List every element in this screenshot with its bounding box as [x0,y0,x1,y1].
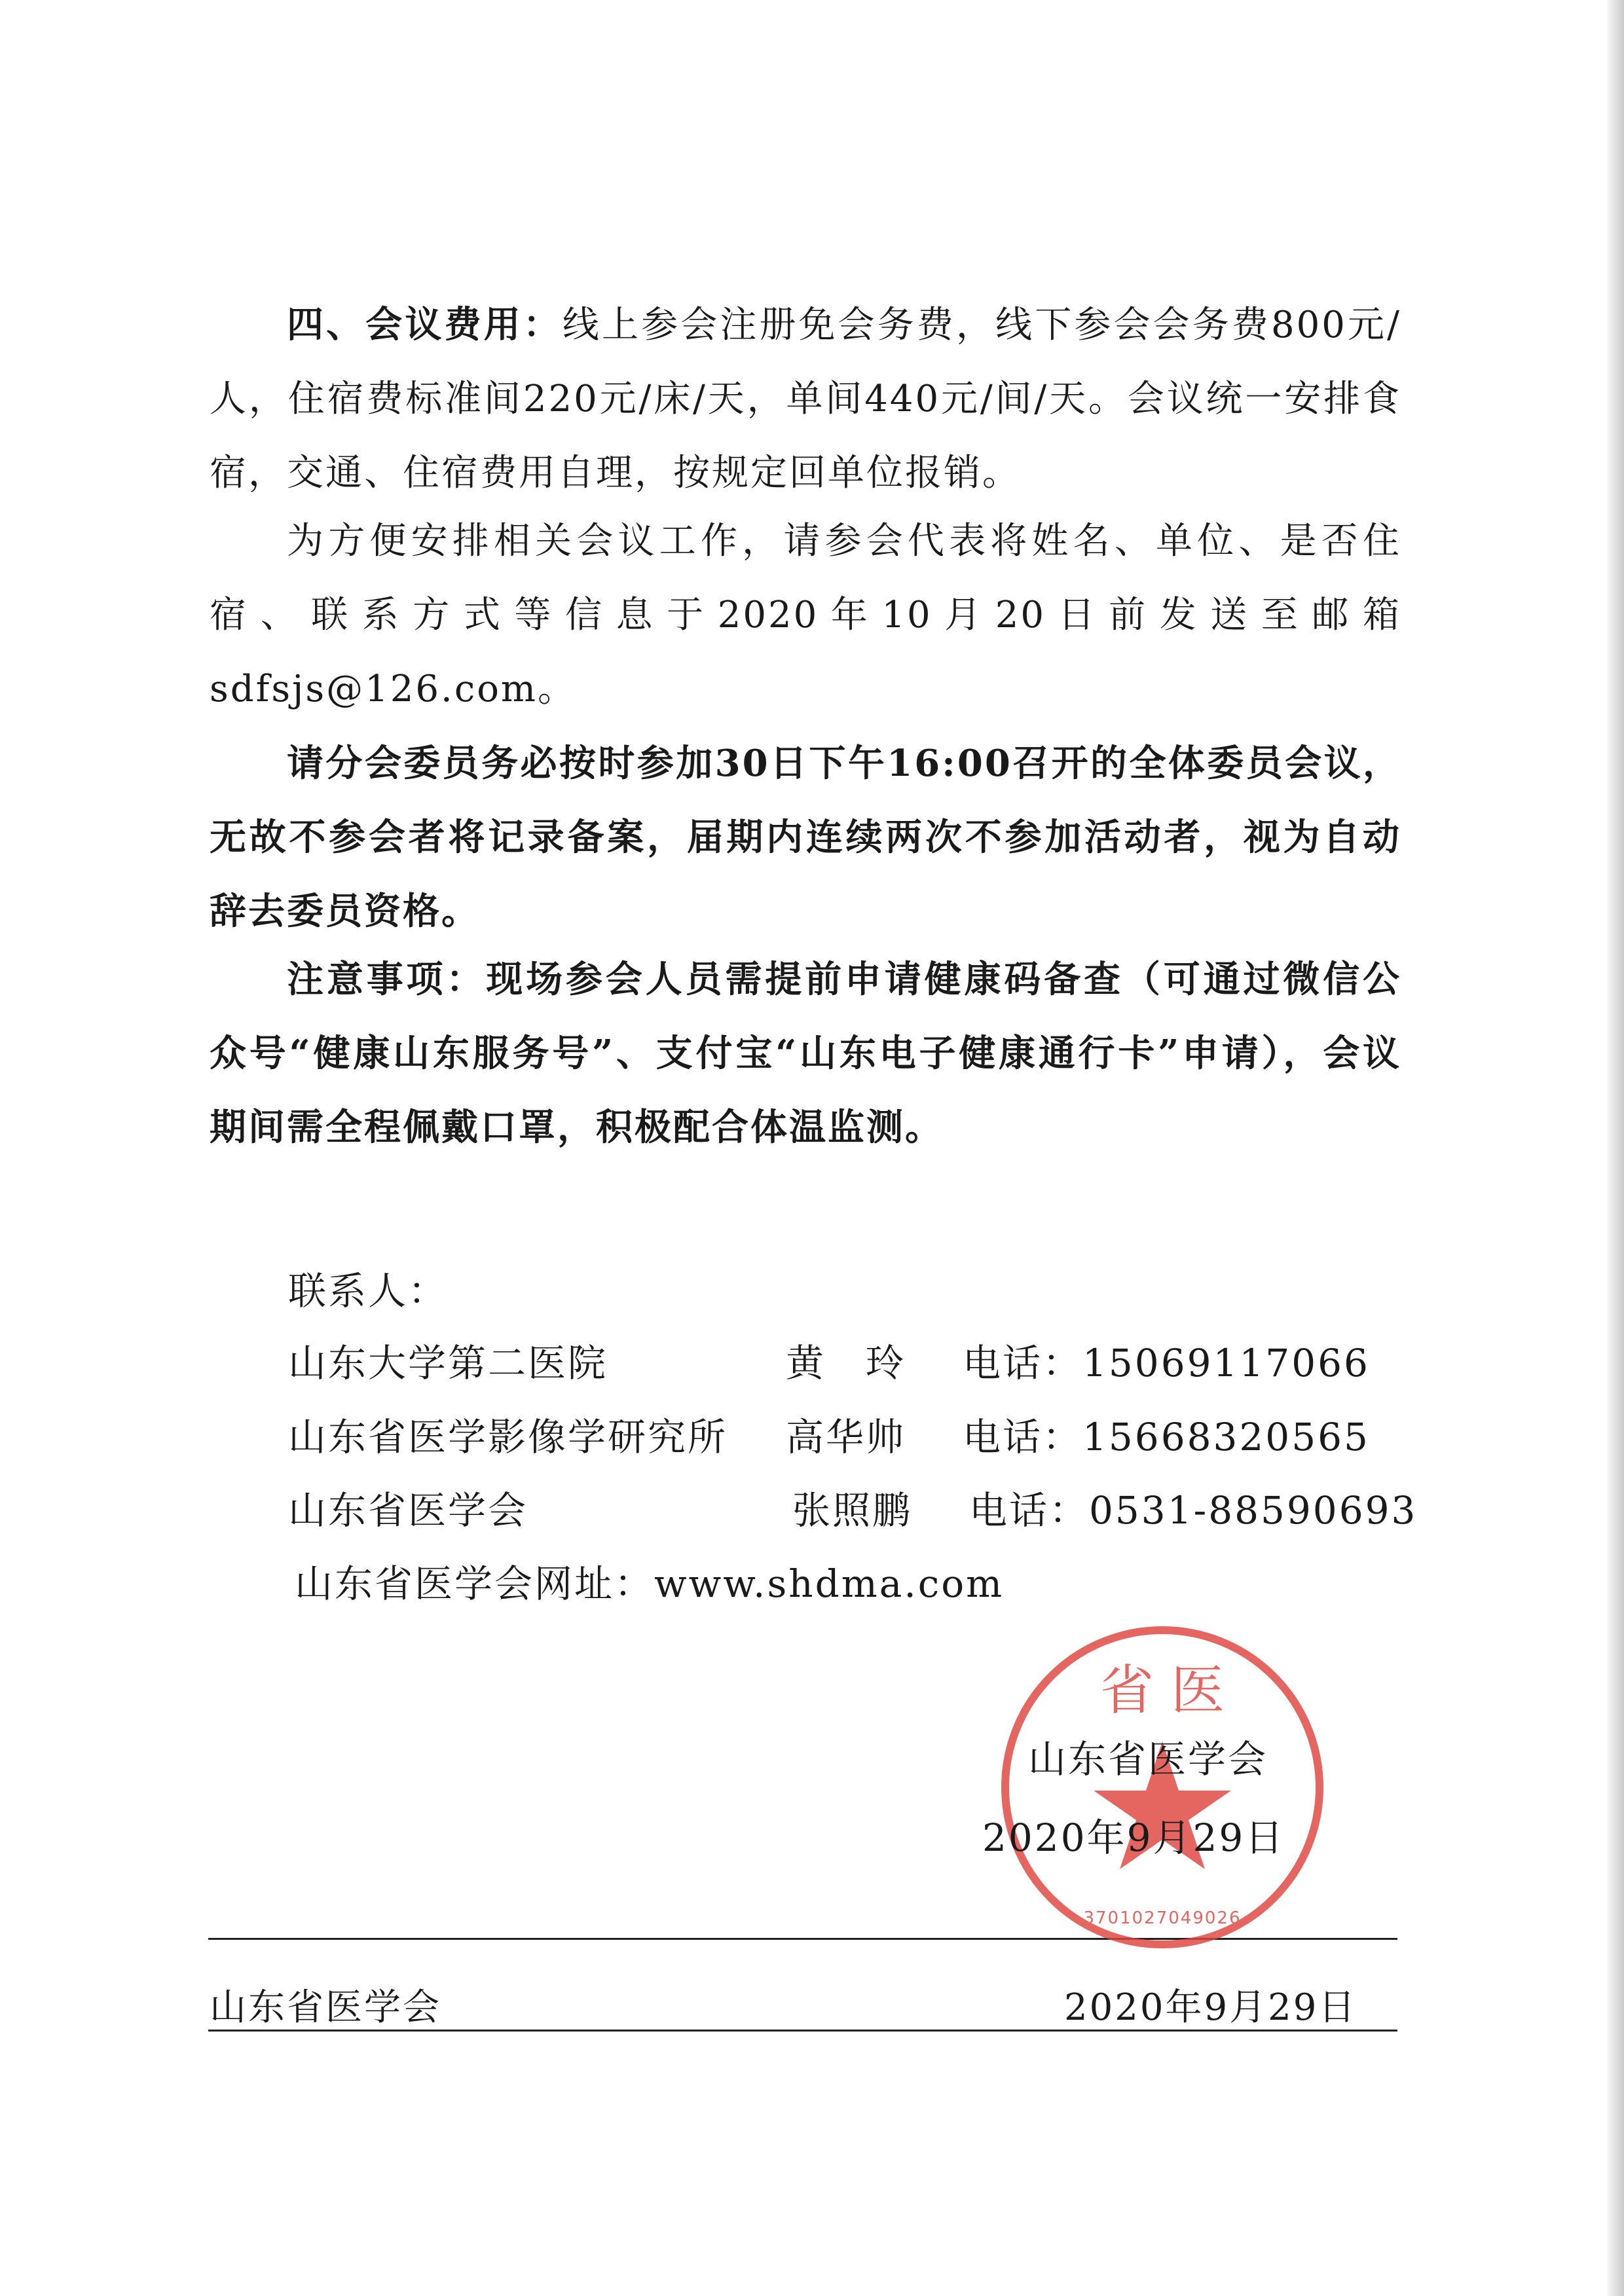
fees-heading: 四、会议费用： [287,303,563,346]
contact-name: 黄 玲 [786,1341,906,1385]
committee-paragraph: 请分会委员务必按时参加30日下午16:00召开的全体委员会议，无故不参会者将记录备案，届期内连续两次不参加活动者，视为自动辞去委员资格。 [210,742,1401,933]
signature-date: 2020年9月29日 [982,1815,1285,1860]
fees-text: 线上参会注册免会务费，线下参会会务费800元/人，住宿费标准间220元/床/天，单间440元/间/天。会议统一安排食宿，交通、住宿费用自理，按规定回单位报销。 [210,304,1401,494]
contact-phone: 电话：15069117066 [963,1341,1370,1385]
footer-date: 2020年9月29日 [1064,1986,1357,2029]
notice-paragraph: 注意事项：现场参会人员需提前申请健康码备查（可通过微信公众号“健康山东服务号”、支付宝“山东电子健康通行卡”申请），会议期间需全程佩戴口罩，积极配合体温监测。 [210,958,1401,1149]
stamp-text-top: 省 医 [1099,1660,1225,1722]
contact-org: 山东省医学会 [288,1488,528,1533]
registration-paragraph: 为方便安排相关会议工作，请参会代表将姓名、单位、是否住宿、联系方式等信息于2020年10月20日前发送至邮箱sdfsjs@126.com。 [210,520,1402,710]
fees-paragraph [210,288,1401,510]
contact-phone: 电话：15668320565 [963,1415,1370,1459]
contacts-label: 联系人： [288,1269,449,1313]
scan-edge-shadow [1607,0,1624,2296]
contact-org: 山东大学第二医院 [288,1341,608,1385]
contact-org: 山东省医学影像学研究所 [288,1415,728,1459]
signature-org: 山东省医学会 [1028,1737,1268,1781]
official-seal-stamp [992,1617,1333,1958]
contact-name: 张照鹏 [792,1488,913,1533]
footer-bottom-rule [208,2030,1397,2032]
stamp-code: 3701027049026 [1083,1908,1242,1928]
website-line: 山东省医学会网址：www.shdma.com [295,1561,1005,1606]
contact-phone: 电话：0531-88590693 [969,1488,1418,1533]
contact-name: 高华帅 [786,1415,906,1459]
footer-org: 山东省医学会 [210,1986,441,2029]
